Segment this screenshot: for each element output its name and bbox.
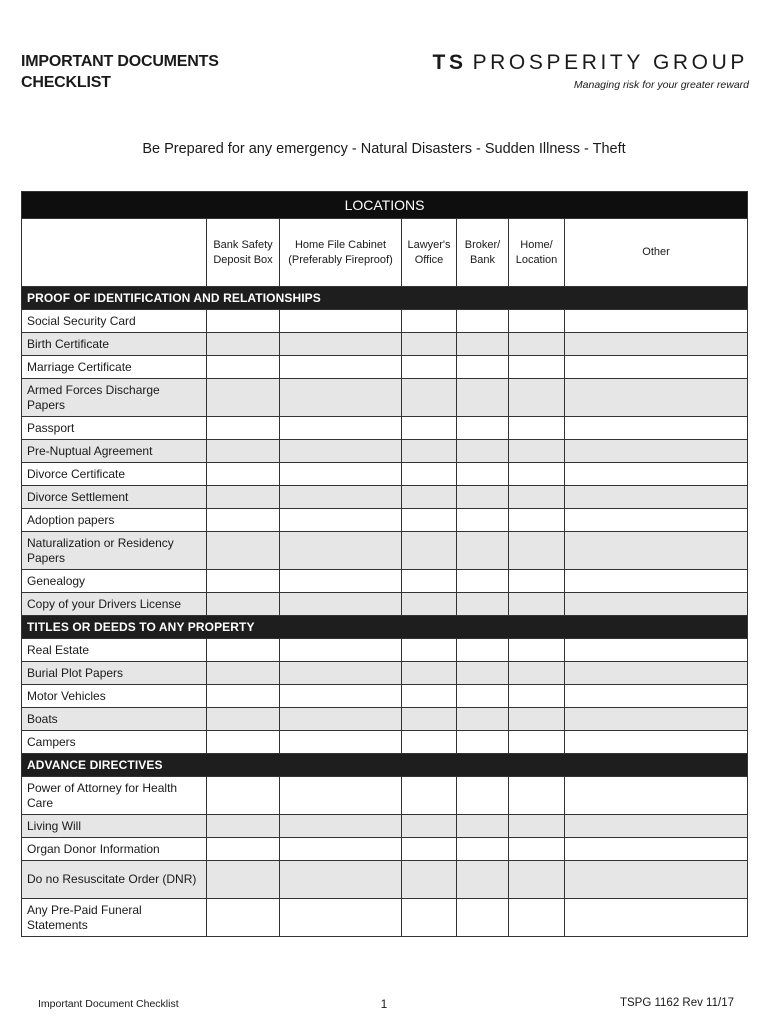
column-header	[509, 219, 565, 287]
checklist-cell[interactable]	[509, 356, 565, 379]
document-label: Genealogy	[22, 570, 207, 593]
checklist-cell[interactable]	[509, 899, 565, 937]
checklist-cell[interactable]	[207, 379, 280, 417]
document-label: Organ Donor Information	[22, 838, 207, 861]
checklist-cell[interactable]	[402, 639, 457, 662]
checklist-cell[interactable]	[457, 731, 509, 754]
document-label: Any Pre-Paid Funeral Statements	[22, 899, 207, 937]
document-label: Real Estate	[22, 639, 207, 662]
blank-header-cell	[22, 219, 207, 287]
checklist-cell[interactable]	[207, 861, 280, 899]
checklist-cell[interactable]	[565, 899, 748, 937]
document-label: Power of Attorney for Health Care	[22, 777, 207, 815]
checklist-cell[interactable]	[207, 838, 280, 861]
checklist-cell[interactable]	[565, 685, 748, 708]
checklist-cell[interactable]	[280, 662, 402, 685]
checklist-cell[interactable]	[280, 639, 402, 662]
checklist-cell[interactable]	[457, 570, 509, 593]
checklist-cell[interactable]	[207, 662, 280, 685]
checklist-cell[interactable]	[280, 815, 402, 838]
column-header	[280, 219, 402, 287]
document-label: Copy of your Drivers License	[22, 593, 207, 616]
checklist-cell[interactable]	[402, 463, 457, 486]
column-header	[565, 219, 748, 287]
checklist-cell[interactable]	[207, 356, 280, 379]
table-row	[22, 333, 748, 356]
checklist-cell[interactable]	[402, 593, 457, 616]
footer-page-number: 1	[380, 997, 388, 1011]
checklist-cell[interactable]	[457, 356, 509, 379]
checklist-cell[interactable]	[457, 379, 509, 417]
checklist-cell[interactable]	[509, 777, 565, 815]
checklist-cell[interactable]	[509, 861, 565, 899]
checklist-cell[interactable]	[457, 899, 509, 937]
checklist-cell[interactable]	[565, 639, 748, 662]
table-row	[22, 463, 748, 486]
column-header-line: Broker/	[464, 238, 501, 251]
document-label: Burial Plot Papers	[22, 662, 207, 685]
checklist-cell[interactable]	[402, 708, 457, 731]
checklist-cell[interactable]	[207, 486, 280, 509]
column-header-row	[22, 219, 748, 287]
checklist-cell[interactable]	[509, 570, 565, 593]
checklist-cell[interactable]	[402, 838, 457, 861]
section-title: TITLES OR DEEDS TO ANY PROPERTY	[22, 616, 748, 639]
section-header-row	[22, 754, 748, 777]
table-row	[22, 861, 748, 899]
checklist-cell[interactable]	[280, 463, 402, 486]
table-row	[22, 685, 748, 708]
table-row	[22, 731, 748, 754]
checklist-cell[interactable]	[509, 417, 565, 440]
column-header-line: Lawyer's	[407, 238, 451, 251]
checklist-cell[interactable]	[565, 838, 748, 861]
checklist-cell[interactable]	[207, 463, 280, 486]
document-label: Adoption papers	[22, 509, 207, 532]
checklist-cell[interactable]	[280, 861, 402, 899]
checklist-cell[interactable]	[565, 815, 748, 838]
checklist-cell[interactable]	[509, 838, 565, 861]
checklist-cell[interactable]	[457, 486, 509, 509]
section-header-row	[22, 287, 748, 310]
table-row	[22, 532, 748, 570]
checklist-cell[interactable]	[280, 486, 402, 509]
checklist-cell[interactable]	[207, 509, 280, 532]
table-row	[22, 570, 748, 593]
table-row	[22, 379, 748, 417]
checklist-cell[interactable]	[509, 440, 565, 463]
checklist-cell[interactable]	[509, 662, 565, 685]
brand-tagline: Managing risk for your greater reward	[573, 79, 749, 91]
checklist-cell[interactable]	[207, 685, 280, 708]
checklist-cell[interactable]	[402, 333, 457, 356]
checklist-cell[interactable]	[509, 639, 565, 662]
checklist-cell[interactable]	[207, 310, 280, 333]
checklist-cell[interactable]	[565, 486, 748, 509]
checklist-cell[interactable]	[457, 310, 509, 333]
checklist-cell[interactable]	[207, 708, 280, 731]
checklist-cell[interactable]	[509, 379, 565, 417]
column-header-line: (Preferably Fireproof)	[288, 253, 393, 266]
checklist-cell[interactable]	[565, 333, 748, 356]
checklist-cell[interactable]	[457, 777, 509, 815]
checklist-cell[interactable]	[457, 593, 509, 616]
checklist-cell[interactable]	[509, 333, 565, 356]
checklist-cell[interactable]	[565, 310, 748, 333]
column-header	[207, 219, 280, 287]
checklist-cell[interactable]	[207, 899, 280, 937]
checklist-cell[interactable]	[280, 731, 402, 754]
checklist-cell[interactable]	[509, 685, 565, 708]
checklist-cell[interactable]	[280, 417, 402, 440]
checklist-cell[interactable]	[565, 861, 748, 899]
document-label: Armed Forces Discharge Papers	[22, 379, 207, 417]
checklist-cell[interactable]	[509, 486, 565, 509]
checklist-cell[interactable]	[280, 333, 402, 356]
brand-logo	[433, 50, 748, 92]
table-row	[22, 662, 748, 685]
table-row	[22, 777, 748, 815]
checklist-cell[interactable]	[457, 440, 509, 463]
checklist-cell[interactable]	[457, 838, 509, 861]
checklist-cell[interactable]	[280, 708, 402, 731]
checklist-cell[interactable]	[565, 662, 748, 685]
document-label: Boats	[22, 708, 207, 731]
title-line-2: CHECKLIST	[21, 74, 111, 91]
checklist-cell[interactable]	[457, 662, 509, 685]
checklist-cell[interactable]	[565, 777, 748, 815]
checklist-cell[interactable]	[565, 509, 748, 532]
column-header-line: Bank Safety	[213, 238, 273, 251]
checklist-cell[interactable]	[207, 333, 280, 356]
checklist-cell[interactable]	[402, 777, 457, 815]
checklist-cell[interactable]	[402, 731, 457, 754]
checklist-cell[interactable]	[565, 379, 748, 417]
document-label: Birth Certificate	[22, 333, 207, 356]
checklist-cell[interactable]	[457, 815, 509, 838]
checklist-cell[interactable]	[402, 899, 457, 937]
table-row	[22, 440, 748, 463]
checklist-cell[interactable]	[402, 570, 457, 593]
checklist-cell[interactable]	[402, 379, 457, 417]
checklist-cell[interactable]	[402, 417, 457, 440]
checklist-cell[interactable]	[280, 440, 402, 463]
column-header-line: Other	[642, 246, 670, 258]
checklist-cell[interactable]	[509, 708, 565, 731]
column-header-line: Location	[515, 253, 558, 266]
checklist-cell[interactable]	[402, 815, 457, 838]
checklist-cell[interactable]	[402, 356, 457, 379]
document-label: Do no Resuscitate Order (DNR)	[22, 861, 207, 899]
checklist-cell[interactable]	[402, 310, 457, 333]
checklist-cell[interactable]	[280, 593, 402, 616]
column-header-line: Home File Cabinet	[294, 238, 387, 251]
checklist-cell[interactable]	[207, 417, 280, 440]
checklist-cell[interactable]	[207, 639, 280, 662]
checklist-cell[interactable]	[402, 440, 457, 463]
checklist-cell[interactable]	[509, 731, 565, 754]
checklist-cell[interactable]	[509, 463, 565, 486]
table-row	[22, 639, 748, 662]
checklist-cell[interactable]	[280, 777, 402, 815]
checklist-cell[interactable]	[457, 685, 509, 708]
checklist-cell[interactable]	[509, 815, 565, 838]
checklist-cell[interactable]	[207, 777, 280, 815]
document-label: Campers	[22, 731, 207, 754]
checklist-cell[interactable]	[509, 509, 565, 532]
table-row	[22, 486, 748, 509]
checklist-cell[interactable]	[280, 838, 402, 861]
checklist-cell[interactable]	[565, 440, 748, 463]
checklist-cell[interactable]	[509, 593, 565, 616]
checklist-table	[21, 191, 748, 937]
column-header-line: Office	[414, 253, 444, 266]
locations-header: LOCATIONS	[22, 192, 748, 219]
table-row	[22, 899, 748, 937]
document-label: Marriage Certificate	[22, 356, 207, 379]
title-line-1: IMPORTANT DOCUMENTS	[21, 53, 219, 70]
document-label: Motor Vehicles	[22, 685, 207, 708]
checklist-cell[interactable]	[280, 509, 402, 532]
checklist-cell[interactable]	[457, 532, 509, 570]
checklist-cell[interactable]	[207, 593, 280, 616]
checklist-cell[interactable]	[457, 333, 509, 356]
column-header-line: Bank	[469, 253, 496, 266]
table-row	[22, 310, 748, 333]
document-label: Pre-Nuptual Agreement	[22, 440, 207, 463]
footer-document-name: Important Document Checklist	[38, 998, 179, 1010]
table-row	[22, 815, 748, 838]
brand-wordmark: PROSPERITY GROUP	[472, 51, 748, 74]
checklist-cell[interactable]	[280, 570, 402, 593]
document-label: Naturalization or Residency Papers	[22, 532, 207, 570]
checklist-cell[interactable]	[457, 463, 509, 486]
checklist-cell[interactable]	[565, 417, 748, 440]
checklist-cell[interactable]	[457, 639, 509, 662]
checklist-cell[interactable]	[457, 861, 509, 899]
checklist-cell[interactable]	[457, 708, 509, 731]
table-row	[22, 593, 748, 616]
table-row	[22, 356, 748, 379]
table-row	[22, 838, 748, 861]
column-header-line: Deposit Box	[213, 253, 273, 266]
table-row	[22, 509, 748, 532]
checklist-cell[interactable]	[280, 379, 402, 417]
column-header-line: Home/	[520, 238, 553, 251]
locations-header-row	[22, 192, 748, 219]
checklist-cell[interactable]	[565, 356, 748, 379]
checklist-cell[interactable]	[565, 570, 748, 593]
checklist-cell[interactable]	[457, 417, 509, 440]
page-subtitle: Be Prepared for any emergency - Natural Disasters - Sudden Illness - Theft	[142, 141, 626, 157]
checklist-cell[interactable]	[280, 310, 402, 333]
checklist-cell[interactable]	[280, 899, 402, 937]
column-header	[402, 219, 457, 287]
checklist-cell[interactable]	[509, 310, 565, 333]
checklist-cell[interactable]	[402, 509, 457, 532]
table-row	[22, 708, 748, 731]
checklist-cell[interactable]	[280, 532, 402, 570]
column-header	[457, 219, 509, 287]
checklist-cell[interactable]	[402, 861, 457, 899]
section-title: ADVANCE DIRECTIVES	[22, 754, 748, 777]
checklist-cell[interactable]	[565, 593, 748, 616]
checklist-cell[interactable]	[457, 509, 509, 532]
checklist-cell[interactable]	[402, 662, 457, 685]
footer-revision: TSPG 1162 Rev 11/17	[619, 997, 734, 1009]
brand-name	[433, 50, 748, 76]
checklist-cell[interactable]	[207, 815, 280, 838]
checklist-cell[interactable]	[402, 486, 457, 509]
document-label: Divorce Settlement	[22, 486, 207, 509]
checklist-cell[interactable]	[207, 731, 280, 754]
checklist-cell[interactable]	[565, 708, 748, 731]
checklist-cell[interactable]	[207, 440, 280, 463]
document-label: Passport	[22, 417, 207, 440]
document-label: Social Security Card	[22, 310, 207, 333]
section-header-row	[22, 616, 748, 639]
checklist-cell[interactable]	[565, 731, 748, 754]
brand-initials: TS	[432, 51, 467, 74]
checklist-cell[interactable]	[207, 570, 280, 593]
document-label: Divorce Certificate	[22, 463, 207, 486]
checklist-cell[interactable]	[280, 356, 402, 379]
table-row	[22, 417, 748, 440]
checklist-cell[interactable]	[565, 463, 748, 486]
checklist-cell[interactable]	[402, 532, 457, 570]
section-title: PROOF OF IDENTIFICATION AND RELATIONSHIPS	[22, 287, 748, 310]
checklist-cell[interactable]	[509, 532, 565, 570]
checklist-cell[interactable]	[402, 685, 457, 708]
document-label: Living Will	[22, 815, 207, 838]
checklist-cell[interactable]	[207, 532, 280, 570]
document-title	[21, 51, 219, 93]
checklist-cell[interactable]	[565, 532, 748, 570]
checklist-cell[interactable]	[280, 685, 402, 708]
